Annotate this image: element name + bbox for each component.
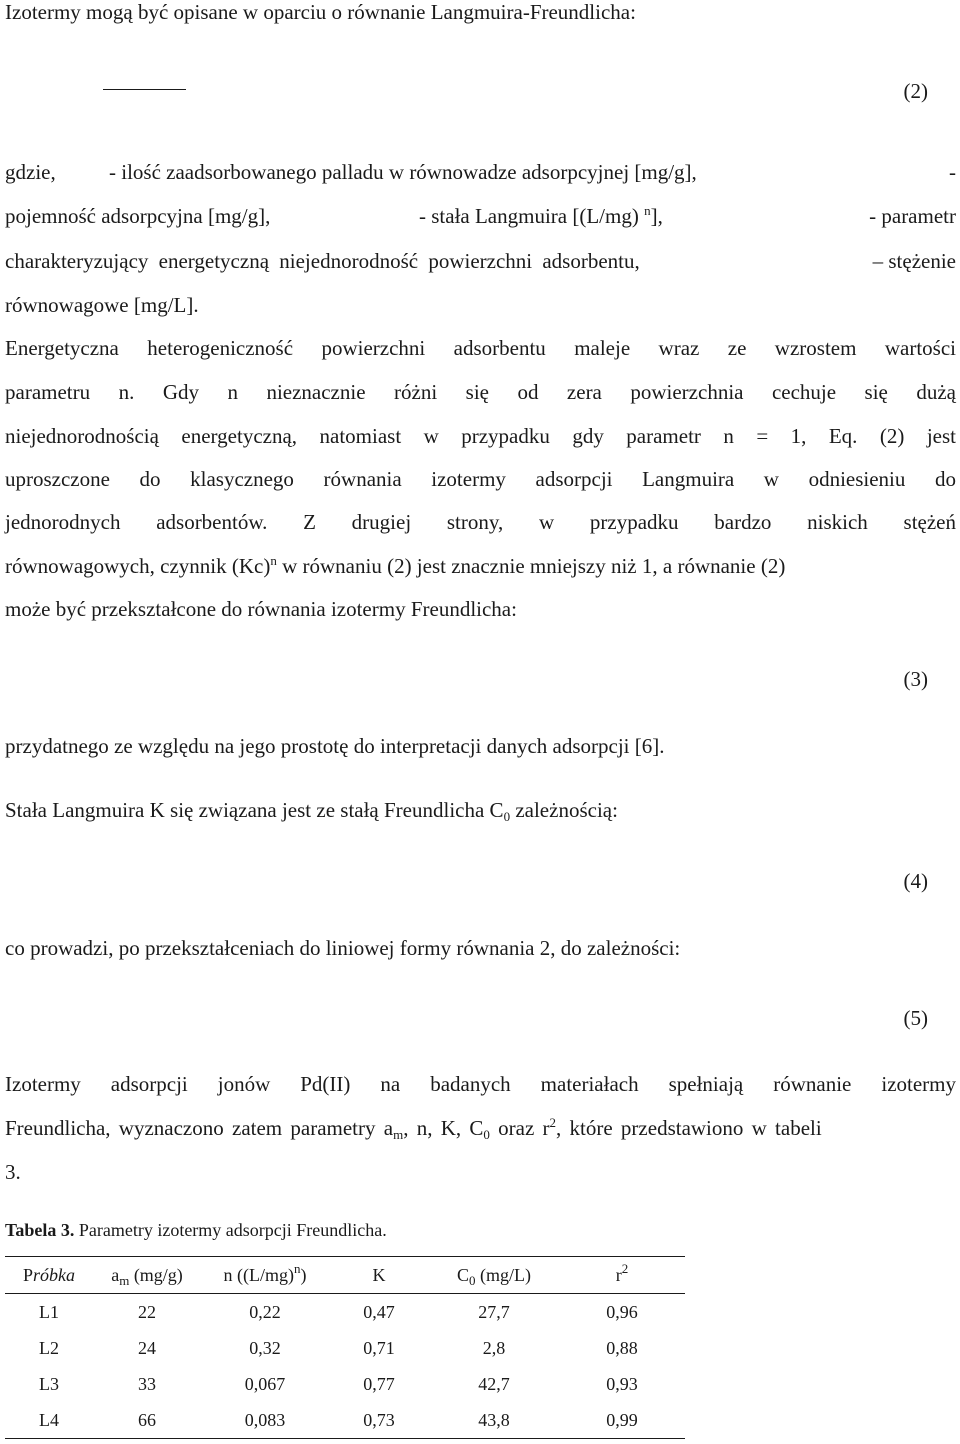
def-word-gdzie: gdzie,: [5, 160, 56, 184]
def-langmuir-const: - stała Langmuira [(L/mg) $^n$],: [419, 203, 663, 228]
para1-line-2: parametru n. Gdy n nieznacznie różni się od zera powierzchnia cechuje się dużą: [5, 380, 956, 404]
table-row: [5, 1330, 685, 1366]
table-cell: L3: [39, 1373, 59, 1394]
def-parameter: - parametr: [869, 204, 956, 228]
fraction-bar: [103, 89, 186, 90]
table-cell: L2: [39, 1337, 59, 1358]
table-cell: 0,77: [363, 1373, 395, 1394]
table-cell: 0,067: [244, 1373, 286, 1394]
header-sample: Próbka: [5, 1257, 93, 1294]
table-cell: 0,22: [249, 1301, 281, 1322]
table-cell: 0,47: [363, 1301, 395, 1322]
table-cell: 0,71: [363, 1337, 395, 1358]
def-concentration: – stężenie: [872, 249, 956, 273]
after-equation-4: co prowadzi, po przekształceniach do liniowej formy równania 2, do zależności:: [5, 936, 681, 960]
table-cell: 0,99: [559, 1402, 685, 1439]
table-caption: Tabela 3. Parametry izotermy adsorpcji Freundlicha.: [5, 1220, 387, 1240]
table-row: [5, 1366, 685, 1402]
table-cell: 27,7: [478, 1301, 510, 1322]
def-amount-adsorbed: - ilość zaadsorbowanego palladu w równowadze adsorpcyjnej [mg/g],: [109, 160, 697, 184]
after-equation-3: przydatnego ze względu na jego prostotę do interpretacji danych adsorpcji [6].: [5, 734, 665, 758]
header-am: $a_m$ (mg/g): [93, 1257, 201, 1294]
table-cell: 24: [138, 1337, 156, 1358]
para1-line-5: jednorodnych adsorbentów. Z drugiej strony, w przypadku bardzo niskich stężeń: [5, 510, 956, 534]
def-heterogeneity: charakteryzujący energetyczną niejednorodność powierzchni adsorbentu,: [5, 249, 640, 273]
table-cell: L4: [5, 1402, 93, 1439]
table-cell: 0,93: [606, 1373, 638, 1394]
table-cell: 0,88: [606, 1337, 638, 1358]
freundlich-parameters-table: [5, 1256, 685, 1439]
table-cell: 0,083: [201, 1402, 329, 1439]
para2-line-1: Izotermy adsorpcji jonów Pd(II) na badanych materiałach spełniają równanie izotermy: [5, 1072, 956, 1096]
definition-line-4: równowagowe [mg/L].: [5, 293, 199, 317]
table-cell: 43,8: [429, 1402, 559, 1439]
table-cell: L1: [39, 1301, 59, 1322]
table-cell: 33: [138, 1373, 156, 1394]
equation-number-2: (2): [903, 79, 928, 103]
header-n: n $((L/mg)^n)$: [201, 1257, 329, 1294]
langmuir-relation-line: Stała Langmuira K się związana jest ze stałą Freundlicha $C_0$ zależnością:: [5, 798, 618, 824]
table-cell: 2,8: [482, 1337, 506, 1358]
table-cell: 0,96: [606, 1301, 638, 1322]
def-dash: -: [949, 160, 956, 184]
para1-line-1: Energetyczna heterogeniczność powierzchni adsorbentu maleje wraz ze wzrostem wartości: [5, 336, 956, 360]
para2-line-2: Freundlicha, wyznaczono zatem parametry $a_m$, n, K, $C_0$ oraz $r^2$, które przedstawiono w tabeli: [5, 1115, 822, 1142]
equation-number-3: (3): [903, 667, 928, 691]
table-cell: 66: [93, 1402, 201, 1439]
para1-line-3: niejednorodnością energetyczną, natomiast w przypadku gdy parametr n = 1, Eq. (2) jest: [5, 424, 956, 448]
table-cell: 42,7: [478, 1373, 510, 1394]
header-c0: $C_0$ (mg/L): [429, 1257, 559, 1294]
para2-line-3: 3.: [5, 1160, 21, 1184]
header-k: K: [329, 1257, 429, 1294]
table-cell: 22: [138, 1301, 156, 1322]
equation-number-4: (4): [903, 869, 928, 893]
table-cell: 0,73: [329, 1402, 429, 1439]
para1-line-7: może być przekształcone do równania izotermy Freundlicha:: [5, 597, 517, 621]
header-r2: $r^2$: [559, 1257, 685, 1294]
table-row: [5, 1402, 685, 1439]
intro-text: Izotermy mogą być opisane w oparciu o równanie Langmuira-Freundlicha:: [5, 0, 636, 24]
table-cell: 0,32: [249, 1337, 281, 1358]
equation-number-5: (5): [903, 1006, 928, 1030]
def-capacity: pojemność adsorpcyjna [mg/g],: [5, 204, 271, 228]
table-header-row: [5, 1257, 685, 1294]
para1-line-6: równowagowych, czynnik $(Kc)^n$ w równaniu (2) jest znacznie mniejszy niż 1, a równanie (2): [5, 553, 786, 578]
para1-line-4: uproszczone do klasycznego równania izotermy adsorpcji Langmuira w odniesieniu do: [5, 467, 956, 491]
table-row: [5, 1294, 685, 1331]
